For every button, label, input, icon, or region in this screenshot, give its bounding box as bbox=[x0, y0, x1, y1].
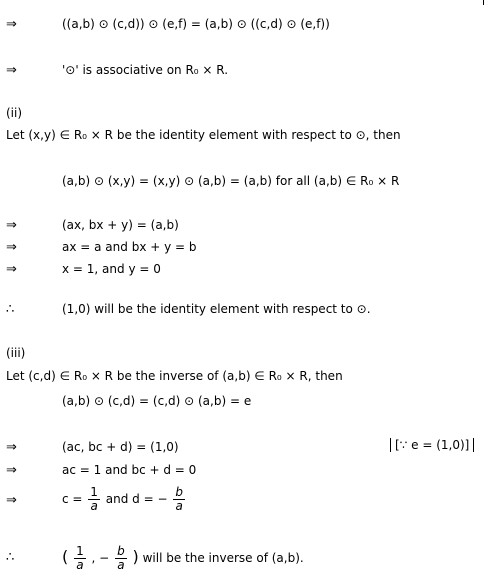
therefore-symbol: ∴ bbox=[6, 550, 15, 565]
denominator: a bbox=[117, 558, 125, 572]
identity-step-2: ax = a and bx + y = b bbox=[62, 240, 197, 254]
edge-mark bbox=[483, 0, 484, 5]
c-equals-label: c = bbox=[62, 492, 83, 506]
implies-symbol: ⇒ bbox=[6, 262, 17, 277]
identity-conclusion: (1,0) will be the identity element with respect to ⊙. bbox=[62, 302, 371, 316]
identity-step-1: (ax, bx + y) = (a,b) bbox=[62, 218, 179, 232]
implies-symbol: ⇒ bbox=[6, 440, 17, 455]
implies-symbol: ⇒ bbox=[6, 63, 17, 78]
identity-equation: (a,b) ⊙ (x,y) = (x,y) ⊙ (a,b) = (a,b) for all (a,b) ∈ R₀ × R bbox=[62, 174, 400, 188]
inverse-conclusion-text: will be the inverse of (a,b). bbox=[142, 551, 304, 565]
identity-assumption: Let (x,y) ∈ R₀ × R be the identity element with respect to ⊙, then bbox=[6, 128, 401, 142]
denominator: a bbox=[76, 558, 84, 572]
comma-minus: , − bbox=[91, 551, 110, 565]
equation-associativity: ((a,b) ⊙ (c,d)) ⊙ (e,f) = (a,b) ⊙ ((c,d) ⊙ (e,f)) bbox=[62, 17, 330, 31]
inverse-conclusion bbox=[62, 540, 304, 575]
therefore-symbol: ∴ bbox=[6, 302, 15, 317]
fraction-b-over-a bbox=[115, 545, 127, 572]
open-paren: ( bbox=[62, 547, 69, 566]
inverse-equation: (a,b) ⊙ (c,d) = (c,d) ⊙ (a,b) = e bbox=[62, 394, 252, 408]
numerator: b bbox=[175, 485, 183, 499]
fraction-one-over-a bbox=[74, 545, 86, 572]
inverse-step-2: ac = 1 and bc + d = 0 bbox=[62, 463, 197, 477]
part-label-iii: (iii) bbox=[6, 346, 26, 360]
numerator: b bbox=[117, 544, 125, 558]
fraction-one-over-a bbox=[88, 486, 100, 513]
denominator: a bbox=[175, 499, 183, 513]
implies-symbol: ⇒ bbox=[6, 493, 17, 508]
implies-symbol: ⇒ bbox=[6, 17, 17, 32]
denominator: a bbox=[90, 499, 98, 513]
and-d-equals-label: and d = − bbox=[105, 492, 168, 506]
implies-symbol: ⇒ bbox=[6, 463, 17, 478]
inverse-note: [∵ e = (1,0)] bbox=[390, 438, 474, 452]
close-paren: ) bbox=[132, 547, 139, 566]
numerator: 1 bbox=[76, 544, 84, 558]
implies-symbol: ⇒ bbox=[6, 240, 17, 255]
inverse-assumption: Let (c,d) ∈ R₀ × R be the inverse of (a,b) ∈ R₀ × R, then bbox=[6, 369, 343, 383]
fraction-b-over-a bbox=[173, 486, 185, 513]
statement-associative: '⊙' is associative on R₀ × R. bbox=[62, 63, 229, 77]
numerator: 1 bbox=[90, 485, 98, 499]
identity-step-3: x = 1, and y = 0 bbox=[62, 262, 161, 276]
part-label-ii: (ii) bbox=[6, 106, 23, 120]
implies-symbol: ⇒ bbox=[6, 218, 17, 233]
inverse-step-1: (ac, bc + d) = (1,0) bbox=[62, 440, 179, 454]
inverse-step-3 bbox=[62, 484, 187, 514]
